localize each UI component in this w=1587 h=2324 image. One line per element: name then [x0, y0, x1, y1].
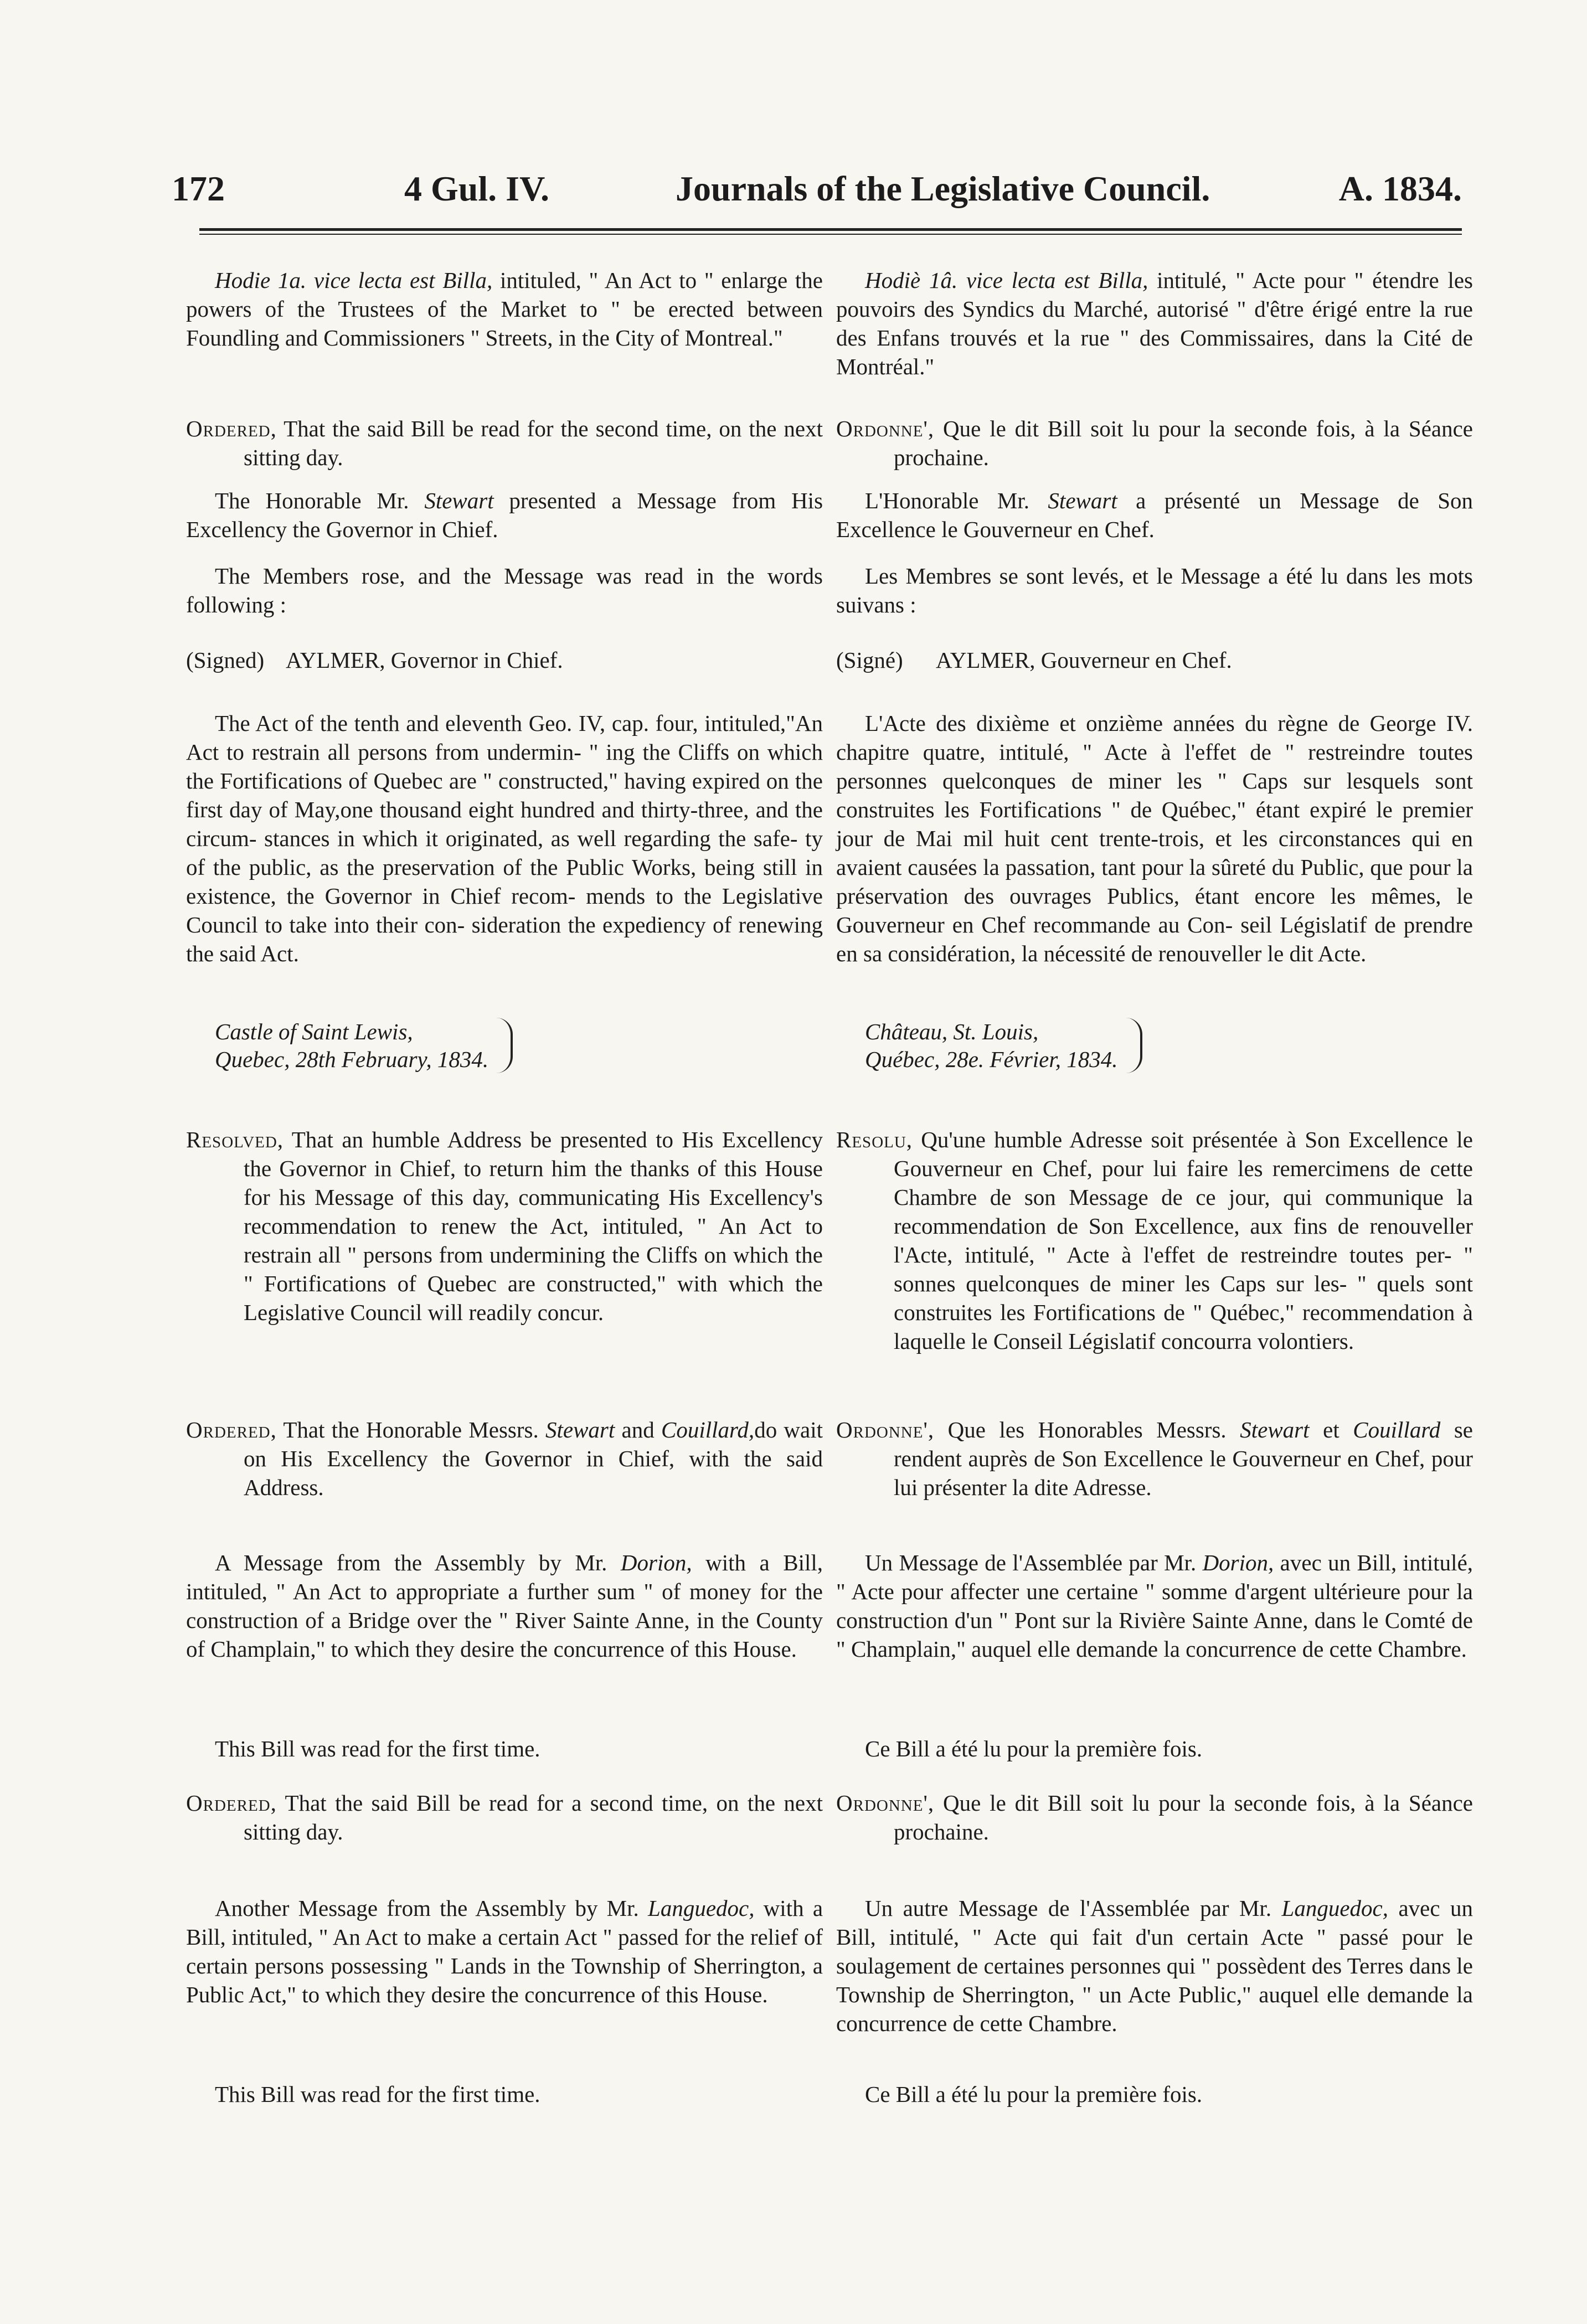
paragraph-text: The Members rose, and the Message was read in the words following : — [186, 563, 823, 617]
paragraph-text: That the Honorable Messrs. — [283, 1417, 539, 1442]
fr-paragraph-ordonne-1 — [836, 414, 1473, 472]
paragraph-text: L'Acte des dixième et onzième années du règne de George IV. chapitre quatre, intitulé, " Acte à l'effet de " restreindre toutes personnes quelconques de miner les " Caps sur lesquels sont construites les Fortifications " de Québec," étant expiré le premier jour de Mai mil huit cent trente-trois, et les circonstances qui en avaient causées la passation, tant pour la sûreté du Public, que pour la préservation des ouvrages Publics, étant encore les mêmes, le Gouverneur en Chef recommande au Con- seil Législatif de prendre en sa considération, la nécessité de renouveller le dit Acte. — [836, 710, 1473, 966]
paragraph-text: This Bill was read for the first time. — [215, 2081, 540, 2107]
person-name: Dorion, — [620, 1550, 692, 1575]
paragraph-text: A Message from the Assembly by Mr. — [215, 1550, 607, 1575]
en-paragraph-ordered-1 — [186, 414, 823, 472]
signatory: AYLMER, Gouverneur en Chef. — [935, 647, 1232, 673]
fr-paragraph-first-time-2 — [836, 2080, 1473, 2109]
fr-signature-line — [836, 646, 1473, 674]
person-name: Languedoc, — [648, 1895, 755, 1921]
paragraph-text: se rendent auprès de Son Excellence le Gouverneur en Chef, pour lui présenter la dite Adresse. — [894, 1417, 1473, 1500]
paragraph-text: Que le dit Bill soit lu pour la seconde fois, à la Séance prochaine. — [894, 416, 1473, 470]
paragraph-text: That an humble Address be presented to His Excellency the Governor in Chief, to return him the thanks of this House for his Message of this day, communicating His Excellency's recommendation to renew the Act, intituled, " An Act to restrain all " persons from undermining the Cliffs on which the " Fortifications of Quebec are constructed," with which the Legislative Council will readily concur. — [244, 1127, 823, 1325]
paragraph-text: with a Bill, intituled, " An Act to make a certain Act " passed for the relief of certain persons possessing " Lands in the Township of Sherrington, a Public Act," to which they desire the concurrence of this House. — [186, 1895, 823, 2007]
fr-paragraph-ordonne-2 — [836, 1415, 1473, 1502]
en-paragraph-first-time-1 — [186, 1734, 823, 1763]
latin-formula: Hodie 1a. vice lecta est Billa, — [215, 267, 493, 293]
signed-label: (Signed) — [186, 647, 265, 673]
fr-paragraph-members-rose — [836, 561, 1473, 619]
en-paragraph-ordered-3 — [186, 1789, 823, 1846]
fr-paragraph-message — [836, 486, 1473, 544]
paragraph-text: do wait on His Excellency the Governor in Chief, with the said Address. — [244, 1417, 823, 1500]
en-dateline — [215, 1018, 513, 1073]
fr-paragraph-act — [836, 709, 1473, 968]
en-paragraph-message — [186, 486, 823, 544]
fr-paragraph-first-time-1 — [836, 1734, 1473, 1763]
paragraph-text: et — [1323, 1417, 1339, 1442]
paragraph-text: Another Message from the Assembly by Mr. — [215, 1895, 639, 1921]
paragraph-text: with a Bill, intituled, " An Act to appropriate a further sum " of money for the construction of a Bridge over the " River Sainte Anne, in the County of Champlain," to which they desire the concurrence of this House. — [186, 1550, 823, 1662]
regnal-year: 4 Gul. IV. — [404, 169, 550, 208]
en-paragraph-members-rose — [186, 561, 823, 619]
paragraph-text: intitulé, " Acte pour " étendre les pouvoirs des Syndics du Marché, autorisé " d'être érigé entre la rue des Enfans trouvés et la rue " des Commissaires, dans la Cité de Montréal." — [836, 267, 1473, 379]
paragraph-text: Que les Honorables Messrs. — [947, 1417, 1227, 1442]
en-paragraph-assembly-message-1 — [186, 1548, 823, 1663]
fr-paragraph-assembly-message-2 — [836, 1894, 1473, 2038]
en-paragraph-act — [186, 709, 823, 968]
paragraph-lead: Ordonne', — [836, 416, 935, 441]
fr-paragraph-ordonne-3 — [836, 1789, 1473, 1846]
paragraph-text: and — [621, 1417, 655, 1442]
paragraph-text: Un Message de l'Assemblée par Mr. — [865, 1550, 1197, 1575]
paragraph-text: Qu'une humble Adresse soit présentée à Son Excellence le Gouverneur en Chef, pour lui faire les remercimens de cette Chambre de son Message de ce jour, qui communique la recommendation de Son Excellence, aux fins de renouveller l'Acte, intitulé, " Acte à l'effet de restreindre toutes per- " sonnes quelconques de miner les Caps sur les- " quels sont construites les Fortifications de " Québec," recommendation à laquelle le Conseil Législatif concourra volontiers. — [894, 1127, 1473, 1354]
person-name: Stewart — [1240, 1417, 1310, 1442]
signatory: AYLMER, Governor in Chief. — [285, 647, 563, 673]
paragraph-lead: Ordered, — [186, 1417, 277, 1442]
paragraph-text: avec un Bill, intitulé, " Acte qui fait d'un certain Acte " passé pour le soulagement de certaines personnes qui " possèdent des Terres dans le Township de Sherrington, " un Acte Public," auquel elle demande la concurrence de cette Chambre. — [836, 1895, 1473, 2036]
signed-label: (Signé) — [836, 647, 903, 673]
dateline-place: Castle of Saint Lewis, — [215, 1019, 413, 1044]
fr-dateline — [865, 1018, 1142, 1073]
paragraph-text: Les Membres se sont levés, et le Message a été lu dans les mots suivans : — [836, 563, 1473, 617]
en-paragraph-first-reading — [186, 266, 823, 352]
paragraph-lead: Resolved, — [186, 1127, 284, 1152]
en-paragraph-resolved — [186, 1125, 823, 1327]
paragraph-text: intituled, " An Act to " enlarge the powers of the Trustees of the Market to " be erected between Foundling and Commissioners " Streets, in the City of Montreal." — [186, 267, 823, 351]
paragraph-lead: Ordered, — [186, 1790, 277, 1816]
person-name: Couillard, — [661, 1417, 755, 1442]
person-name: Dorion, — [1202, 1550, 1274, 1575]
fr-paragraph-assembly-message-1 — [836, 1548, 1473, 1663]
paragraph-lead: Ordonne', — [836, 1417, 935, 1442]
paragraph-lead: Ordonne', — [836, 1790, 935, 1816]
paragraph-text: That the said Bill be read for a second time, on the next sitting day. — [244, 1790, 823, 1844]
paragraph-lead: Ordered, — [186, 416, 277, 441]
paragraph-text: presented a Message from His Excellency the Governor in Chief. — [186, 488, 823, 542]
en-paragraph-first-time-2 — [186, 2080, 823, 2109]
paragraph-text: Ce Bill a été lu pour la première fois. — [865, 2081, 1203, 2107]
paragraph-text: Que le dit Bill soit lu pour la seconde fois, à la Séance prochaine. — [894, 1790, 1473, 1844]
en-paragraph-ordered-2 — [186, 1415, 823, 1502]
person-name: Languedoc, — [1281, 1895, 1388, 1921]
en-paragraph-assembly-message-2 — [186, 1894, 823, 2009]
page-number: 172 — [172, 169, 225, 208]
person-name: Stewart — [1048, 488, 1117, 513]
dateline-place: Château, St. Louis, — [865, 1019, 1039, 1044]
running-header — [172, 164, 1462, 214]
en-signature-line — [186, 646, 823, 674]
fr-paragraph-first-reading — [836, 266, 1473, 381]
journal-title: Journals of the Legislative Council. — [676, 169, 1210, 208]
dateline-date: Quebec, 28th February, 1834. — [215, 1047, 489, 1072]
paragraph-text: avec un Bill, intitulé, " Acte pour affecter une certaine " somme d'argent ultérieure pour la construction d'un " Pont sur la Rivière Sainte Anne, dans le Comté de " Champlain," auquel elle demande la concurrence de cette Chambre. — [836, 1550, 1473, 1662]
paragraph-text: This Bill was read for the first time. — [215, 1736, 540, 1761]
year: A. 1834. — [1338, 169, 1462, 208]
paragraph-text: Un autre Message de l'Assemblée par Mr. — [865, 1895, 1272, 1921]
paragraph-text: That the said Bill be read for the second time, on the next sitting day. — [244, 416, 823, 470]
header-rule-thin — [199, 234, 1462, 235]
paragraph-text: a présenté un Message de Son Excellence le Gouverneur en Chef. — [836, 488, 1473, 542]
paragraph-text: The Honorable Mr. — [215, 488, 409, 513]
paragraph-text: The Act of the tenth and eleventh Geo. IV, cap. four, intituled,"An Act to restrain all persons from undermin- " ing the Cliffs on which the Fortifications of Quebec are " constructed," having expired on the first day of May,one thousand eight hundred and thirty-three, and the circum- stances in which it originated, as well regarding the safe- ty of the public, as the preservation of the Public Works, being still in existence, the Governor in Chief recom- mends to the Legislative Council to take into their con- sideration the expediency of renewing the said Act. — [186, 710, 823, 966]
person-name: Stewart — [424, 488, 494, 513]
person-name: Couillard — [1353, 1417, 1441, 1442]
latin-formula: Hodiè 1â. vice lecta est Billa, — [865, 267, 1148, 293]
person-name: Stewart — [545, 1417, 615, 1442]
header-rule-thick — [199, 228, 1462, 231]
fr-paragraph-resolu — [836, 1125, 1473, 1356]
paragraph-lead: Resolu, — [836, 1127, 913, 1152]
dateline-date: Québec, 28e. Février, 1834. — [865, 1047, 1118, 1072]
paragraph-text: Ce Bill a été lu pour la première fois. — [865, 1736, 1203, 1761]
paragraph-text: L'Honorable Mr. — [865, 488, 1029, 513]
